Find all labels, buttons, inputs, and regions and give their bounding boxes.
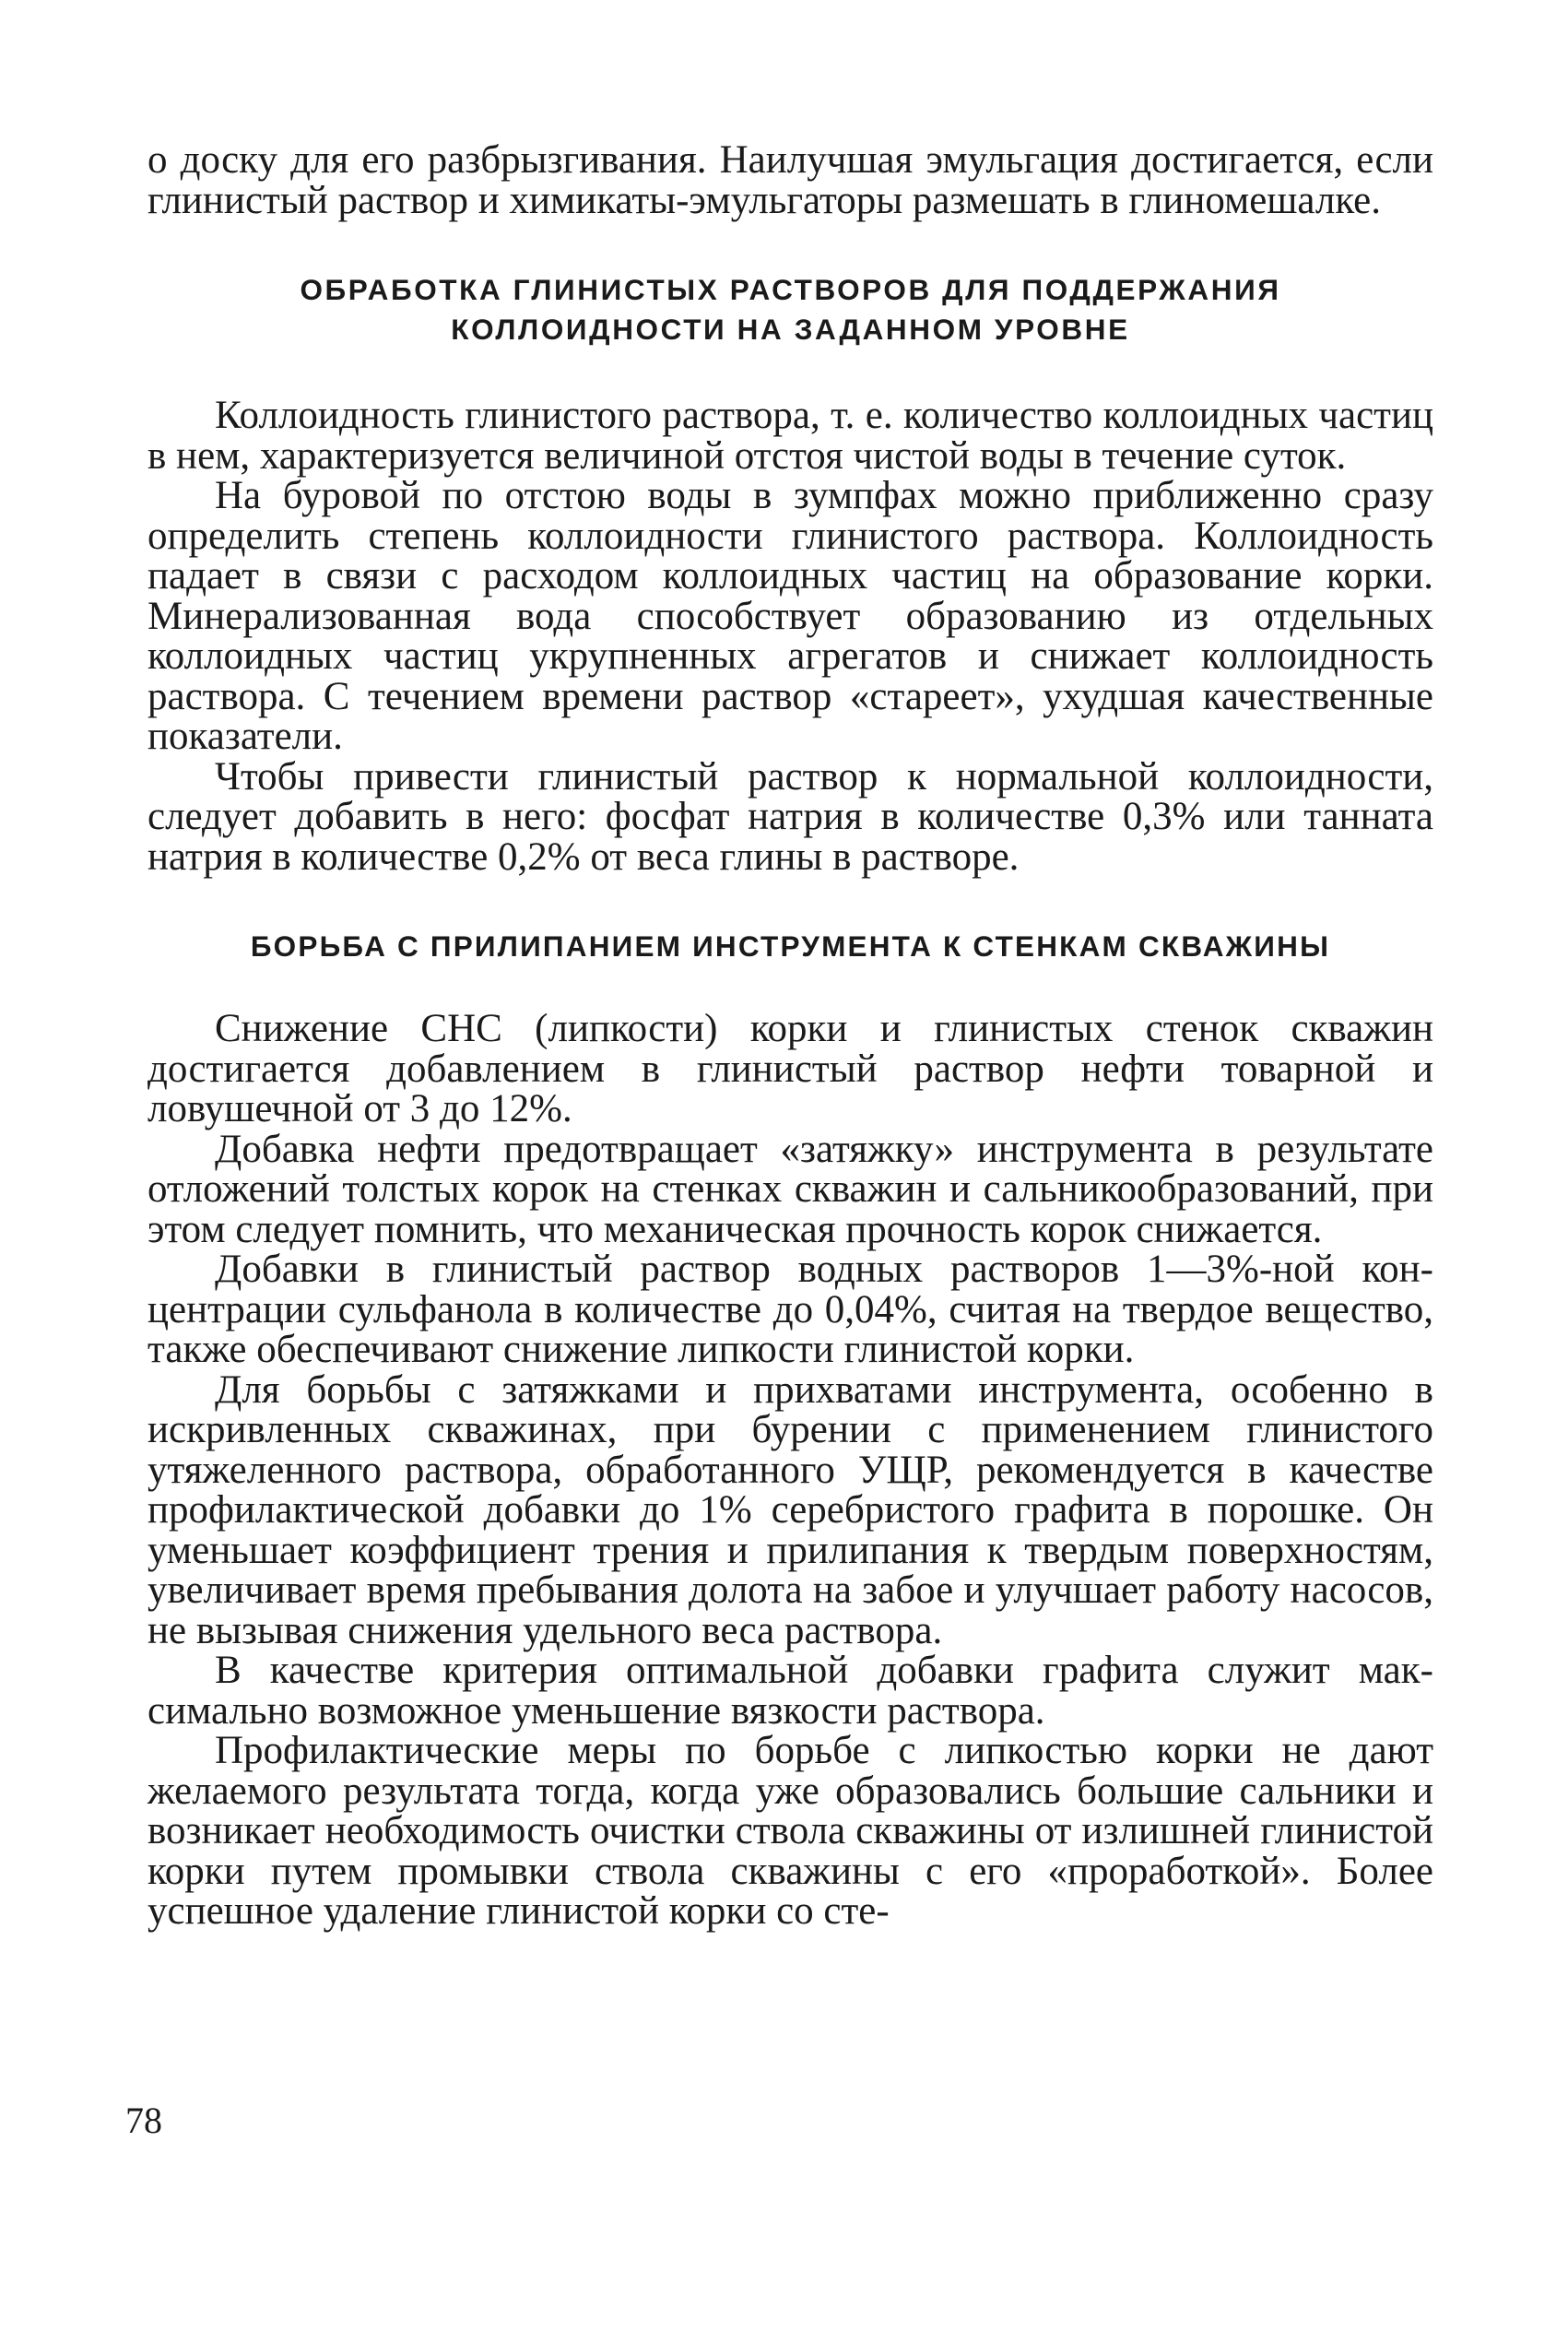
paragraph: На буровой по отстою воды в зумпфах можно приближенно сразу определить степень коллоидности глинистого раствора. Коллоидность падает в связи с расходом коллоидных частиц на образование корки. Минерализованная вода способствует образованию из отдельных коллоидных частиц укрупненных агрегатов и снижает коллоидность раствора. С течением времени раствор «стареет», ухудшая качественные показатели. bbox=[147, 474, 1433, 758]
section-heading-colloid-line1: ОБРАБОТКА ГЛИНИСТЫХ РАСТВОРОВ ДЛЯ ПОДДЕРЖАНИЯ bbox=[300, 273, 1281, 306]
paragraph: Чтобы привести глинистый раствор к нормальной коллоидности, следует добавить в него: фосфат натрия в количестве 0,3% или танната натрия в количестве 0,2% от веса глины в растворе. bbox=[147, 754, 1433, 879]
page-number: 78 bbox=[125, 2100, 162, 2141]
section-heading-colloid-line2: КОЛЛОИДНОСТИ НА ЗАДАННОМ УРОВНЕ bbox=[451, 313, 1130, 346]
paragraph: Для борьбы с затяжками и прихватами инструмента, особенно в искривленных скважинах, при бурении с применением глинистого утяжеленного раствора, обработанного УЩР, рекомендуется в качестве профилактической добавки до 1% серебристого графита в порошке. Он уменьшает коэффициент трения и прилипания к твердым поверхностям, увеличивает время пребывания долота на забое и улучшает работу насосов, не вызывая снижения удельного веса раствора. bbox=[147, 1367, 1433, 1652]
page-body bbox=[147, 140, 1433, 1932]
paragraph: Добавки в глинистый раствор водных растворов 1—3%-ной концентрации сульфанола в количестве до 0,04%, считая на твердое вещество, также обеспечивают снижение липкости глинистой корки. bbox=[147, 1248, 1433, 1371]
paragraph: Профилактические меры по борьбе с липкостью корки не дают желаемого результата тогда, когда уже образовались большие сальники и возникает необходимость очистки ствола скважины от излишней глинистой корки путем промывки ствола скважины с его «проработкой». Более успешное удаление глинистой корки со сте- bbox=[147, 1729, 1433, 1933]
paragraph: Коллоидность глинистого раствора, т. е. количество коллоидных частиц в нем, характеризуется величиной отстоя чистой воды в течение суток. bbox=[147, 394, 1433, 478]
intro-paragraph: о доску для его разбрызгивания. Наилучшая эмульгация достигается, если глинистый раствор и химикаты-эмульгаторы размешать в глиномешалке. bbox=[147, 138, 1433, 222]
section-heading-sticking: БОРЬБА С ПРИЛИПАНИЕМ ИНСТРУМЕНТА К СТЕНКАМ СКВАЖИНЫ bbox=[250, 929, 1331, 963]
paragraph: В качестве критерия оптимальной добавки графита служит максимально возможное уменьшение вязкости раствора. bbox=[147, 1649, 1433, 1733]
paragraph: Снижение СНС (липкости) корки и глинистых стенок скважин достигается добавлением в глинистый раствор нефти товарной и ловушечной от 3 до 12%. bbox=[147, 1007, 1433, 1130]
section-heading-colloid bbox=[147, 270, 1433, 349]
paragraph: Добавка нефти предотвращает «затяжку» инструмента в результате отложений толстых корок на стенках скважин и сальникообразований, при этом следует помнить, что механическая прочность корок снижается. bbox=[147, 1127, 1433, 1251]
